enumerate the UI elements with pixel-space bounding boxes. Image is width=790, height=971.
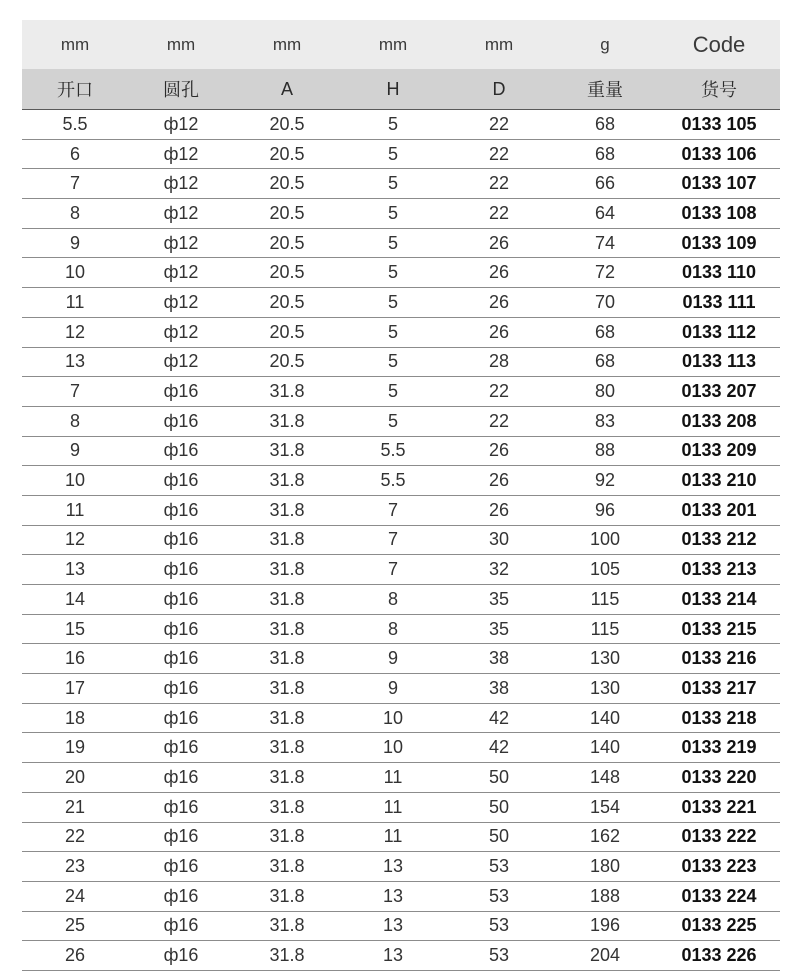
table-row	[22, 881, 780, 911]
cell-h: 11	[340, 792, 446, 822]
cell-a: 31.8	[234, 822, 340, 852]
cell-hole: ф16	[128, 525, 234, 555]
cell-opening: 8	[22, 199, 128, 229]
cell-code: 0133 212	[658, 525, 780, 555]
cell-weight: 64	[552, 199, 658, 229]
table-row	[22, 288, 780, 318]
cell-hole: ф16	[128, 614, 234, 644]
cell-d: 26	[446, 436, 552, 466]
cell-h: 5	[340, 347, 446, 377]
cell-h: 5	[340, 377, 446, 407]
column-header-hole: 圆孔	[128, 69, 234, 110]
cell-hole: ф16	[128, 555, 234, 585]
cell-opening: 9	[22, 228, 128, 258]
cell-weight: 196	[552, 911, 658, 941]
cell-a: 31.8	[234, 495, 340, 525]
cell-hole: ф16	[128, 644, 234, 674]
column-header-d: D	[446, 69, 552, 110]
cell-code: 0133 225	[658, 911, 780, 941]
cell-d: 30	[446, 525, 552, 555]
cell-weight: 80	[552, 377, 658, 407]
cell-a: 31.8	[234, 703, 340, 733]
cell-d: 35	[446, 614, 552, 644]
cell-d: 26	[446, 258, 552, 288]
cell-weight: 100	[552, 525, 658, 555]
cell-opening: 12	[22, 317, 128, 347]
cell-code: 0133 112	[658, 317, 780, 347]
cell-h: 9	[340, 644, 446, 674]
cell-d: 22	[446, 110, 552, 140]
table-row	[22, 199, 780, 229]
table-row	[22, 525, 780, 555]
cell-h: 5	[340, 199, 446, 229]
cell-a: 31.8	[234, 763, 340, 793]
cell-weight: 72	[552, 258, 658, 288]
cell-weight: 96	[552, 495, 658, 525]
cell-a: 20.5	[234, 317, 340, 347]
cell-code: 0133 226	[658, 941, 780, 971]
cell-d: 26	[446, 288, 552, 318]
table-row	[22, 317, 780, 347]
cell-code: 0133 113	[658, 347, 780, 377]
column-header-weight: 重量	[552, 69, 658, 110]
cell-a: 20.5	[234, 169, 340, 199]
cell-weight: 204	[552, 941, 658, 971]
cell-code: 0133 210	[658, 466, 780, 496]
cell-hole: ф12	[128, 317, 234, 347]
cell-code: 0133 219	[658, 733, 780, 763]
cell-a: 20.5	[234, 347, 340, 377]
cell-code: 0133 221	[658, 792, 780, 822]
cell-d: 26	[446, 495, 552, 525]
cell-code: 0133 214	[658, 585, 780, 615]
unit-cell: g	[552, 20, 658, 69]
cell-a: 31.8	[234, 614, 340, 644]
table-row	[22, 555, 780, 585]
cell-d: 53	[446, 911, 552, 941]
cell-weight: 115	[552, 614, 658, 644]
cell-hole: ф16	[128, 822, 234, 852]
cell-hole: ф16	[128, 733, 234, 763]
cell-d: 26	[446, 228, 552, 258]
cell-opening: 10	[22, 258, 128, 288]
cell-weight: 68	[552, 347, 658, 377]
cell-opening: 18	[22, 703, 128, 733]
cell-a: 31.8	[234, 792, 340, 822]
cell-weight: 92	[552, 466, 658, 496]
cell-code: 0133 222	[658, 822, 780, 852]
table-row	[22, 792, 780, 822]
cell-code: 0133 105	[658, 110, 780, 140]
cell-a: 31.8	[234, 406, 340, 436]
cell-hole: ф16	[128, 406, 234, 436]
column-header-code: 货号	[658, 69, 780, 110]
unit-cell-code: Code	[658, 20, 780, 69]
cell-hole: ф16	[128, 466, 234, 496]
cell-opening: 7	[22, 377, 128, 407]
cell-code: 0133 217	[658, 674, 780, 704]
cell-hole: ф16	[128, 911, 234, 941]
cell-h: 10	[340, 703, 446, 733]
cell-opening: 5.5	[22, 110, 128, 140]
cell-opening: 19	[22, 733, 128, 763]
cell-h: 5	[340, 228, 446, 258]
table-row	[22, 585, 780, 615]
table-row	[22, 674, 780, 704]
cell-h: 5	[340, 406, 446, 436]
cell-weight: 130	[552, 674, 658, 704]
cell-a: 31.8	[234, 525, 340, 555]
cell-h: 11	[340, 822, 446, 852]
cell-opening: 15	[22, 614, 128, 644]
cell-weight: 115	[552, 585, 658, 615]
cell-code: 0133 109	[658, 228, 780, 258]
cell-h: 5	[340, 139, 446, 169]
cell-hole: ф16	[128, 377, 234, 407]
cell-d: 28	[446, 347, 552, 377]
cell-code: 0133 220	[658, 763, 780, 793]
spec-table-container	[22, 20, 780, 971]
cell-weight: 188	[552, 881, 658, 911]
cell-d: 38	[446, 674, 552, 704]
cell-weight: 83	[552, 406, 658, 436]
cell-opening: 23	[22, 852, 128, 882]
cell-weight: 66	[552, 169, 658, 199]
cell-code: 0133 223	[658, 852, 780, 882]
cell-hole: ф16	[128, 792, 234, 822]
cell-code: 0133 207	[658, 377, 780, 407]
cell-opening: 11	[22, 288, 128, 318]
table-row	[22, 911, 780, 941]
cell-d: 42	[446, 703, 552, 733]
cell-hole: ф12	[128, 258, 234, 288]
cell-weight: 68	[552, 110, 658, 140]
cell-d: 22	[446, 139, 552, 169]
cell-h: 5.5	[340, 466, 446, 496]
cell-d: 42	[446, 733, 552, 763]
cell-a: 31.8	[234, 911, 340, 941]
cell-code: 0133 209	[658, 436, 780, 466]
cell-h: 13	[340, 852, 446, 882]
cell-d: 22	[446, 169, 552, 199]
cell-d: 26	[446, 317, 552, 347]
table-row	[22, 110, 780, 140]
table-row	[22, 169, 780, 199]
cell-d: 32	[446, 555, 552, 585]
cell-a: 31.8	[234, 733, 340, 763]
table-row	[22, 347, 780, 377]
cell-a: 20.5	[234, 139, 340, 169]
cell-h: 5	[340, 258, 446, 288]
cell-opening: 12	[22, 525, 128, 555]
cell-a: 31.8	[234, 377, 340, 407]
cell-h: 8	[340, 585, 446, 615]
cell-code: 0133 218	[658, 703, 780, 733]
cell-h: 13	[340, 881, 446, 911]
cell-a: 31.8	[234, 466, 340, 496]
cell-opening: 11	[22, 495, 128, 525]
cell-h: 5	[340, 110, 446, 140]
cell-hole: ф12	[128, 110, 234, 140]
cell-opening: 22	[22, 822, 128, 852]
cell-a: 20.5	[234, 110, 340, 140]
table-header	[22, 20, 780, 110]
cell-weight: 140	[552, 703, 658, 733]
cell-h: 8	[340, 614, 446, 644]
cell-opening: 21	[22, 792, 128, 822]
cell-opening: 13	[22, 347, 128, 377]
table-row	[22, 377, 780, 407]
cell-weight: 74	[552, 228, 658, 258]
cell-d: 22	[446, 377, 552, 407]
cell-opening: 20	[22, 763, 128, 793]
table-row	[22, 139, 780, 169]
cell-weight: 88	[552, 436, 658, 466]
cell-opening: 6	[22, 139, 128, 169]
cell-a: 31.8	[234, 585, 340, 615]
cell-weight: 180	[552, 852, 658, 882]
cell-code: 0133 106	[658, 139, 780, 169]
cell-weight: 105	[552, 555, 658, 585]
cell-a: 31.8	[234, 436, 340, 466]
cell-hole: ф16	[128, 763, 234, 793]
cell-h: 9	[340, 674, 446, 704]
table-row	[22, 763, 780, 793]
table-row	[22, 406, 780, 436]
cell-hole: ф16	[128, 852, 234, 882]
cell-code: 0133 224	[658, 881, 780, 911]
cell-h: 13	[340, 911, 446, 941]
cell-hole: ф16	[128, 436, 234, 466]
cell-weight: 68	[552, 317, 658, 347]
cell-d: 50	[446, 763, 552, 793]
cell-hole: ф12	[128, 169, 234, 199]
cell-weight: 140	[552, 733, 658, 763]
cell-h: 5.5	[340, 436, 446, 466]
cell-hole: ф16	[128, 495, 234, 525]
cell-a: 31.8	[234, 941, 340, 971]
cell-code: 0133 215	[658, 614, 780, 644]
table-row	[22, 466, 780, 496]
table-row	[22, 228, 780, 258]
table-body	[22, 110, 780, 971]
table-row	[22, 258, 780, 288]
unit-cell: mm	[22, 20, 128, 69]
cell-opening: 24	[22, 881, 128, 911]
cell-code: 0133 111	[658, 288, 780, 318]
table-row	[22, 733, 780, 763]
cell-opening: 26	[22, 941, 128, 971]
cell-a: 31.8	[234, 644, 340, 674]
cell-a: 31.8	[234, 674, 340, 704]
cell-opening: 17	[22, 674, 128, 704]
cell-weight: 154	[552, 792, 658, 822]
cell-code: 0133 201	[658, 495, 780, 525]
cell-a: 20.5	[234, 199, 340, 229]
column-names-row	[22, 69, 780, 110]
cell-a: 20.5	[234, 288, 340, 318]
cell-opening: 14	[22, 585, 128, 615]
cell-d: 35	[446, 585, 552, 615]
table-row	[22, 822, 780, 852]
cell-weight: 148	[552, 763, 658, 793]
cell-d: 50	[446, 822, 552, 852]
cell-opening: 13	[22, 555, 128, 585]
table-row	[22, 495, 780, 525]
table-row	[22, 436, 780, 466]
cell-h: 5	[340, 317, 446, 347]
cell-hole: ф12	[128, 347, 234, 377]
spec-table	[22, 20, 780, 971]
cell-d: 53	[446, 852, 552, 882]
cell-h: 10	[340, 733, 446, 763]
units-row	[22, 20, 780, 69]
unit-cell: mm	[446, 20, 552, 69]
unit-cell: mm	[340, 20, 446, 69]
cell-d: 22	[446, 199, 552, 229]
cell-opening: 10	[22, 466, 128, 496]
cell-weight: 130	[552, 644, 658, 674]
cell-h: 7	[340, 525, 446, 555]
cell-code: 0133 110	[658, 258, 780, 288]
cell-h: 7	[340, 495, 446, 525]
cell-weight: 70	[552, 288, 658, 318]
table-row	[22, 644, 780, 674]
column-header-opening: 开口	[22, 69, 128, 110]
table-row	[22, 941, 780, 971]
cell-weight: 162	[552, 822, 658, 852]
cell-hole: ф16	[128, 674, 234, 704]
cell-code: 0133 216	[658, 644, 780, 674]
table-row	[22, 703, 780, 733]
cell-hole: ф16	[128, 881, 234, 911]
cell-code: 0133 213	[658, 555, 780, 585]
cell-opening: 25	[22, 911, 128, 941]
cell-h: 11	[340, 763, 446, 793]
cell-a: 20.5	[234, 228, 340, 258]
cell-a: 20.5	[234, 258, 340, 288]
cell-weight: 68	[552, 139, 658, 169]
cell-code: 0133 108	[658, 199, 780, 229]
unit-cell: mm	[128, 20, 234, 69]
cell-d: 53	[446, 881, 552, 911]
table-row	[22, 614, 780, 644]
cell-a: 31.8	[234, 555, 340, 585]
cell-hole: ф16	[128, 585, 234, 615]
cell-hole: ф16	[128, 703, 234, 733]
cell-code: 0133 107	[658, 169, 780, 199]
column-header-h: H	[340, 69, 446, 110]
cell-hole: ф16	[128, 941, 234, 971]
cell-d: 22	[446, 406, 552, 436]
cell-a: 31.8	[234, 852, 340, 882]
cell-hole: ф12	[128, 228, 234, 258]
cell-hole: ф12	[128, 288, 234, 318]
cell-opening: 8	[22, 406, 128, 436]
table-row	[22, 852, 780, 882]
cell-d: 50	[446, 792, 552, 822]
cell-opening: 16	[22, 644, 128, 674]
cell-hole: ф12	[128, 199, 234, 229]
unit-cell: mm	[234, 20, 340, 69]
cell-a: 31.8	[234, 881, 340, 911]
cell-h: 5	[340, 288, 446, 318]
cell-d: 53	[446, 941, 552, 971]
cell-opening: 9	[22, 436, 128, 466]
cell-d: 26	[446, 466, 552, 496]
column-header-a: A	[234, 69, 340, 110]
cell-d: 38	[446, 644, 552, 674]
cell-code: 0133 208	[658, 406, 780, 436]
cell-h: 13	[340, 941, 446, 971]
cell-hole: ф12	[128, 139, 234, 169]
cell-opening: 7	[22, 169, 128, 199]
cell-h: 5	[340, 169, 446, 199]
cell-h: 7	[340, 555, 446, 585]
